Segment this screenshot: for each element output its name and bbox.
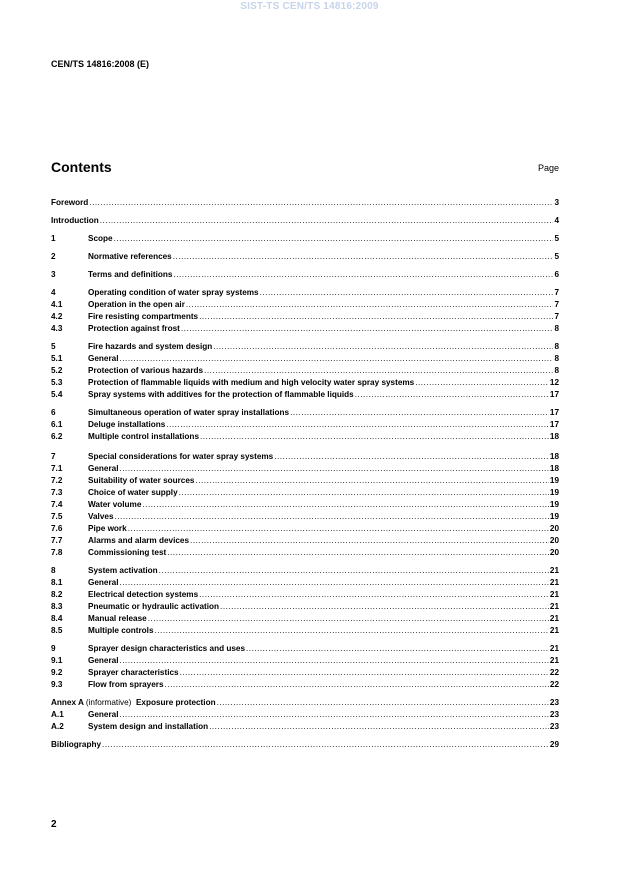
toc-entry-8-5[interactable] [51,625,559,637]
toc-number: 5.2 [51,366,63,375]
toc-entry-6-1[interactable] [51,419,559,431]
toc-entry-8[interactable] [51,565,559,577]
toc-title: Water volume [88,500,142,509]
toc-leader [159,565,549,577]
toc-title: System design and installation [88,722,209,731]
toc-entry-7-5[interactable] [51,511,559,523]
toc-page: 21 [549,590,559,599]
toc-title: Operating condition of water spray systems [88,288,259,297]
toc-page: 8 [554,324,559,333]
toc-page: 7 [554,312,559,321]
toc-number: 5.3 [51,378,63,387]
toc-entry-8-1[interactable] [51,577,559,589]
toc-title: System activation [88,566,158,575]
toc-leader [260,287,554,299]
toc-title: Introduction [51,216,99,225]
toc-page: 23 [549,710,559,719]
toc-entry-4[interactable] [51,287,559,299]
toc-leader [195,475,548,487]
toc-number: 3 [51,270,56,279]
toc-page: 18 [549,464,559,473]
toc-leader [180,667,549,679]
toc-entry-5-4[interactable] [51,389,559,401]
toc-leader [181,323,554,335]
toc-leader [142,499,549,511]
toc-number: 9 [51,644,56,653]
toc-leader [102,739,549,751]
toc-leader [120,709,549,721]
toc-page: 8 [554,354,559,363]
toc-title: Electrical detection systems [88,590,199,599]
toc-leader [173,269,553,281]
toc-page: 8 [554,366,559,375]
toc-title: Fire hazards and system design [88,342,213,351]
toc-number: 7.7 [51,536,63,545]
toc-number: 6.1 [51,420,63,429]
page-number: 2 [51,819,57,830]
toc-title: Multiple control installations [88,432,199,441]
toc-entry-introduction[interactable] [51,215,559,227]
toc-page: 19 [549,488,559,497]
toc-number: A.2 [51,722,64,731]
toc-entry-9-3[interactable] [51,679,559,691]
annex-title: Exposure protection [135,698,216,707]
toc-leader [173,251,554,263]
toc-page: 29 [549,740,559,749]
toc-title: Operation in the open air [88,300,185,309]
toc-page: 7 [554,288,559,297]
toc-entry-annex-a[interactable] [51,697,559,709]
toc-entry-5-1[interactable] [51,353,559,365]
toc-leader [100,215,554,227]
watermark: SIST-TS CEN/TS 14816:2009 [240,1,379,12]
toc-leader [128,523,549,535]
annex-note: (informative) [85,698,132,707]
toc-entry-4-3[interactable] [51,323,559,335]
toc-number: 6.2 [51,432,63,441]
toc-title [51,697,216,709]
document-id: CEN/TS 14816:2008 (E) [51,59,150,69]
toc-entry-9[interactable] [51,643,559,655]
toc-title: Spray systems with additives for the protection of flammable liquids [88,390,354,399]
toc-page: 20 [549,548,559,557]
toc-entry-8-2[interactable] [51,589,559,601]
toc-title: Sprayer characteristics [88,668,179,677]
toc-title: Pipe work [88,524,127,533]
toc-number: 7.5 [51,512,63,521]
toc-title: Protection of flammable liquids with medium and high velocity water spray systems [88,378,415,387]
toc-title: Special considerations for water spray systems [88,452,274,461]
toc-number: 8.2 [51,590,63,599]
toc-number: 9.1 [51,656,63,665]
toc-title: Terms and definitions [88,270,173,279]
toc-number: 7.3 [51,488,63,497]
toc-title: Alarms and alarm devices [88,536,190,545]
toc-entry-a-1[interactable] [51,709,559,721]
toc-number: 7.4 [51,500,63,509]
toc-page: 23 [549,698,559,707]
toc-entry-9-1[interactable] [51,655,559,667]
toc-number: 9.3 [51,680,63,689]
toc-entry-7-7[interactable] [51,535,559,547]
toc-leader [120,463,549,475]
toc-page: 4 [554,216,559,225]
toc-title: General [88,710,119,719]
toc-title: Pneumatic or hydraulic activation [88,602,220,611]
toc-page: 21 [549,614,559,623]
toc-leader [200,431,549,443]
toc-page: 20 [549,524,559,533]
toc-leader [120,577,549,589]
toc-entry-bibliography[interactable] [51,739,559,751]
toc-leader [165,679,549,691]
toc-leader [166,419,549,431]
toc-page: 19 [549,500,559,509]
toc-page: 22 [549,668,559,677]
toc-page: 21 [549,566,559,575]
toc-entry-8-3[interactable] [51,601,559,613]
toc-entry-6[interactable] [51,407,559,419]
toc-leader [167,547,549,559]
toc-leader [155,625,549,637]
annex-label: Annex A [51,698,84,707]
toc-page: 19 [549,476,559,485]
toc-page: 22 [549,680,559,689]
toc-title: Foreword [51,198,89,207]
toc-number: 5 [51,342,56,351]
toc-title: Flow from sprayers [88,680,164,689]
page-column-label: Page [537,163,559,173]
toc-page: 21 [549,602,559,611]
toc-page: 7 [554,300,559,309]
toc-entry-5-2[interactable] [51,365,559,377]
toc-entry-5-3[interactable] [51,377,559,389]
toc-leader [89,197,553,209]
toc-leader [115,511,549,523]
toc-leader [114,233,554,245]
toc-page: 17 [549,420,559,429]
toc-number: 8 [51,566,56,575]
toc-entry-7-6[interactable] [51,523,559,535]
toc-page: 6 [554,270,559,279]
toc-number: 6 [51,408,56,417]
toc-leader [209,721,549,733]
toc-page: 5 [554,252,559,261]
toc-leader [204,365,553,377]
toc-entry-4-2[interactable] [51,311,559,323]
toc-page: 21 [549,578,559,587]
toc-number: 7 [51,452,56,461]
toc-title: Multiple controls [88,626,154,635]
toc-entry-7-3[interactable] [51,487,559,499]
toc-title: Suitability of water sources [88,476,195,485]
toc-number: 7.2 [51,476,63,485]
toc-page: 18 [549,452,559,461]
toc-title: Bibliography [51,740,102,749]
toc-entry-foreword[interactable] [51,197,559,209]
toc-title: General [88,656,119,665]
toc-title: Protection against frost [88,324,180,333]
toc-number: 4.2 [51,312,63,321]
toc-page: 20 [549,536,559,545]
toc-page: 8 [554,342,559,351]
toc-number: 7.8 [51,548,63,557]
toc-page: 17 [549,408,559,417]
toc-number: 7.6 [51,524,63,533]
toc-leader [199,311,553,323]
toc-page: 3 [554,198,559,207]
toc-entry-7-1[interactable] [51,463,559,475]
toc-leader [190,535,549,547]
toc-title: Fire resisting compartments [88,312,199,321]
toc-page: 21 [549,626,559,635]
toc-number: 8.4 [51,614,63,623]
toc-page: 21 [549,656,559,665]
toc-leader [120,655,549,667]
toc-leader [199,589,549,601]
toc-entry-8-4[interactable] [51,613,559,625]
toc-leader [120,353,554,365]
toc-page: 12 [549,378,559,387]
toc-number: 5.1 [51,354,63,363]
toc-entry-7-4[interactable] [51,499,559,511]
toc-leader [415,377,549,389]
toc-entry-a-2[interactable] [51,721,559,733]
toc-title: Choice of water supply [88,488,178,497]
toc-entry-6-2[interactable] [51,431,559,443]
toc-page: 23 [549,722,559,731]
toc-title: General [88,354,119,363]
toc-leader [179,487,549,499]
toc-entry-1[interactable] [51,233,559,245]
toc-number: 8.3 [51,602,63,611]
toc-number: 5.4 [51,390,63,399]
toc-title: Manual release [88,614,147,623]
page-title: Contents [51,159,112,175]
toc-number: A.1 [51,710,64,719]
toc-leader [148,613,549,625]
toc-title: General [88,464,119,473]
toc-number: 8.1 [51,578,63,587]
toc-leader [246,643,549,655]
toc-title: Protection of various hazards [88,366,204,375]
toc-number: 4.3 [51,324,63,333]
toc-leader [355,389,549,401]
toc-page: 19 [549,512,559,521]
toc-title: Normative references [88,252,172,261]
toc-number: 7.1 [51,464,63,473]
toc-leader [220,601,549,613]
toc-entry-7-8[interactable] [51,547,559,559]
toc-leader [217,697,549,709]
toc-entry-2[interactable] [51,251,559,263]
toc-entry-9-2[interactable] [51,667,559,679]
toc-number: 1 [51,234,56,243]
toc-entry-7[interactable] [51,451,559,463]
toc-title: Deluge installations [88,420,166,429]
toc-number: 8.5 [51,626,63,635]
toc-number: 4.1 [51,300,63,309]
toc-entry-7-2[interactable] [51,475,559,487]
toc-title: Commissioning test [88,548,167,557]
toc-leader [186,299,554,311]
toc-entry-5[interactable] [51,341,559,353]
toc-title: General [88,578,119,587]
toc-title: Scope [88,234,113,243]
toc-page: 21 [549,644,559,653]
toc-title: Valves [88,512,114,521]
toc-entry-3[interactable] [51,269,559,281]
toc-number: 4 [51,288,56,297]
toc-leader [290,407,549,419]
toc-number: 2 [51,252,56,261]
toc-leader [274,451,549,463]
toc-page: 18 [549,432,559,441]
toc-entry-4-1[interactable] [51,299,559,311]
toc-number: 9.2 [51,668,63,677]
toc-title: Simultaneous operation of water spray installations [88,408,290,417]
toc-title: Sprayer design characteristics and uses [88,644,246,653]
toc-leader [213,341,553,353]
toc-page: 17 [549,390,559,399]
toc-page: 5 [554,234,559,243]
